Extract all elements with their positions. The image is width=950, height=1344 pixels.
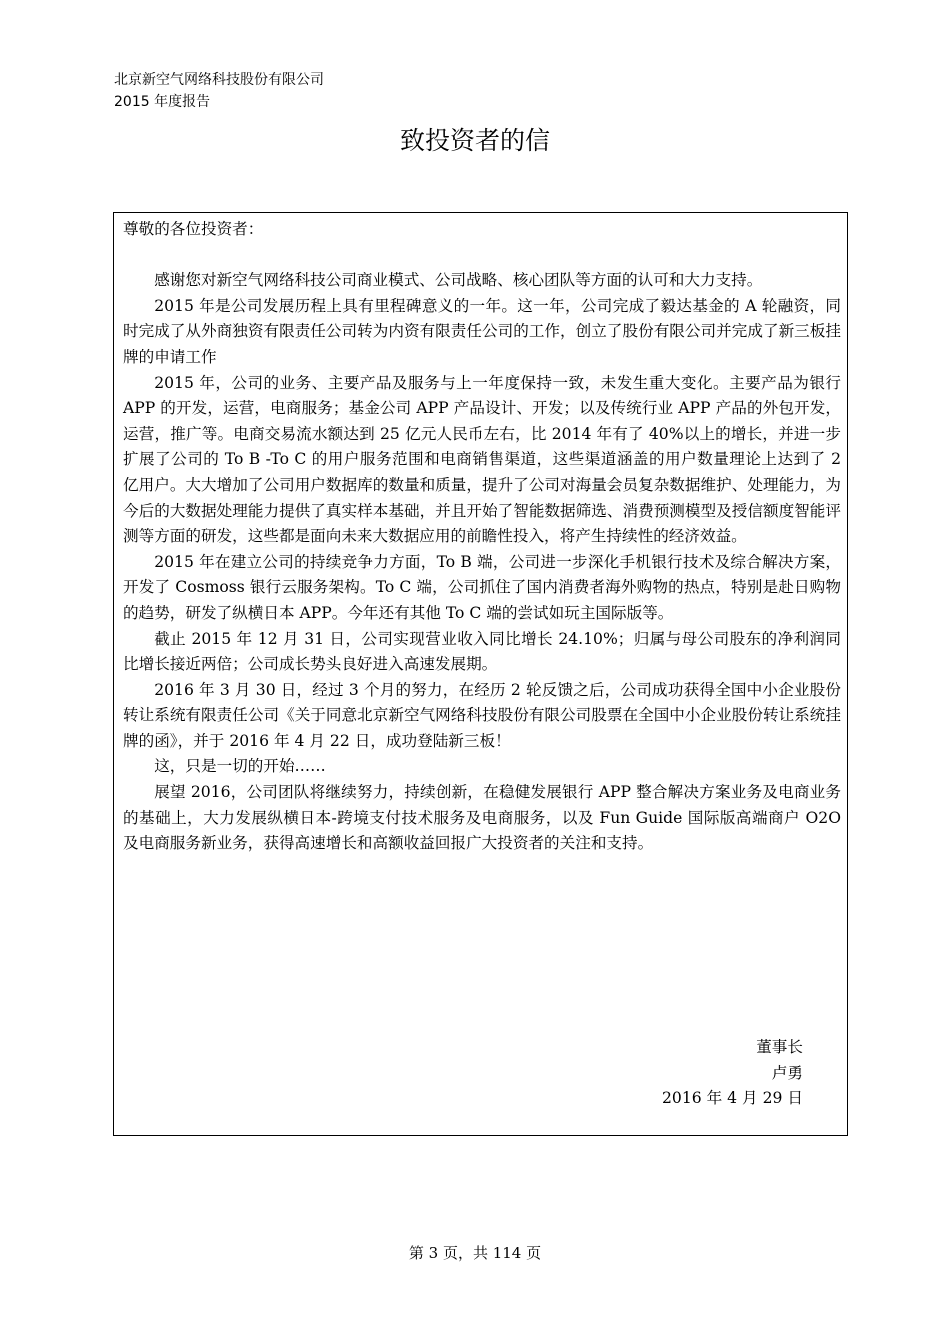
company-name: 北京新空气网络科技股份有限公司 bbox=[114, 72, 324, 88]
signer-position: 董事长 bbox=[756, 1038, 803, 1056]
paragraph-beginning: 这，只是一切的开始…… bbox=[154, 757, 326, 776]
salutation: 尊敬的各位投资者： bbox=[123, 220, 264, 238]
paragraph-milestone: 2015 年是公司发展历程上具有里程碑意义的一年。这一年，公司完成了毅达基金的 A 轮融资，同时完成了从外商独资有限责任公司转为内资有限责任公司的工作，创立了股份有限公司并完成了新三板挂牌的申请工作 bbox=[123, 296, 841, 366]
paragraph-results: 截止 2015 年 12 月 31 日，公司实现营业收入同比增长 24.10%；归属与母公司股东的净利润同比增长接近两倍；公司成长势头良好进入高速发展期。 bbox=[123, 629, 841, 674]
signature-date: 2016 年 4 月 29 日 bbox=[661, 1089, 803, 1108]
page-header bbox=[114, 69, 324, 113]
signature-block bbox=[662, 1035, 803, 1112]
paragraph-business: 2015 年，公司的业务、主要产品及服务与上一年度保持一致，未发生重大变化。主要产品为银行 APP 的开发，运营，电商服务；基金公司 APP 产品设计、开发；以及传统行业 APP 产品的外包开发，运营，推广等。电商交易流水额达到 25 亿元人民币左右，比 2014 年有了 40%以上的增长，并进一步扩展了公司的 To B -To C 的用户服务范围和电商销售渠道，这些渠道涵盖的用户数量理论上达到了 2 亿用户。大大增加了公司用户数据库的数量和质量，提升了公司对海量会员复杂数据维护、处理能力，为今后的大数据处理能力提供了真实样本基础，并且开始了智能数据筛选、消费预测模型及授信额度智能评测等方面的研发，这些都是面向未来大数据应用的前瞻性投入，将产生持续性的经济效益。 bbox=[123, 373, 841, 546]
paragraph-outlook: 展望 2016，公司团队将继续努力，持续创新，在稳健发展银行 APP 整合解决方案业务及电商业务的基础上，大力发展纵横日本-跨境支付技术服务及电商服务，以及 Fun Guide 国际版高端商户 O2O 及电商服务新业务，获得高速增长和高额收益回报广大投资者的关注和支持。 bbox=[123, 783, 841, 853]
page-title: 致投资者的信 bbox=[399, 126, 550, 155]
paragraph-thanks: 感谢您对新空气网络科技公司商业模式、公司战略、核心团队等方面的认可和大力支持。 bbox=[154, 271, 763, 290]
report-year: 2015 年度报告 bbox=[114, 94, 211, 110]
letter-box bbox=[113, 212, 848, 1136]
paragraph-listing: 2016 年 3 月 30 日，经过 3 个月的努力，在经历 2 轮反馈之后，公司成功获得全国中小企业股份转让系统有限责任公司《关于同意北京新空气网络科技股份有限公司股票在全国中小企业股份转让系统挂牌的函》，并于 2016 年 4 月 22 日，成功登陆新三板！ bbox=[123, 680, 841, 750]
page-footer: 第 3 页，共 114 页 bbox=[408, 1244, 542, 1262]
letter-body bbox=[123, 217, 841, 857]
signer-name: 卢勇 bbox=[771, 1063, 803, 1082]
paragraph-competitiveness: 2015 年在建立公司的持续竞争力方面，To B 端，公司进一步深化手机银行技术及综合解决方案，开发了 Cosmoss 银行云服务架构。To C 端，公司抓住了国内消费者海外购物的热点，特别是赴日购物的趋势，研发了纵横日本 APP。今年还有其他 To C 端的尝试如玩主国际版等。 bbox=[123, 552, 841, 622]
